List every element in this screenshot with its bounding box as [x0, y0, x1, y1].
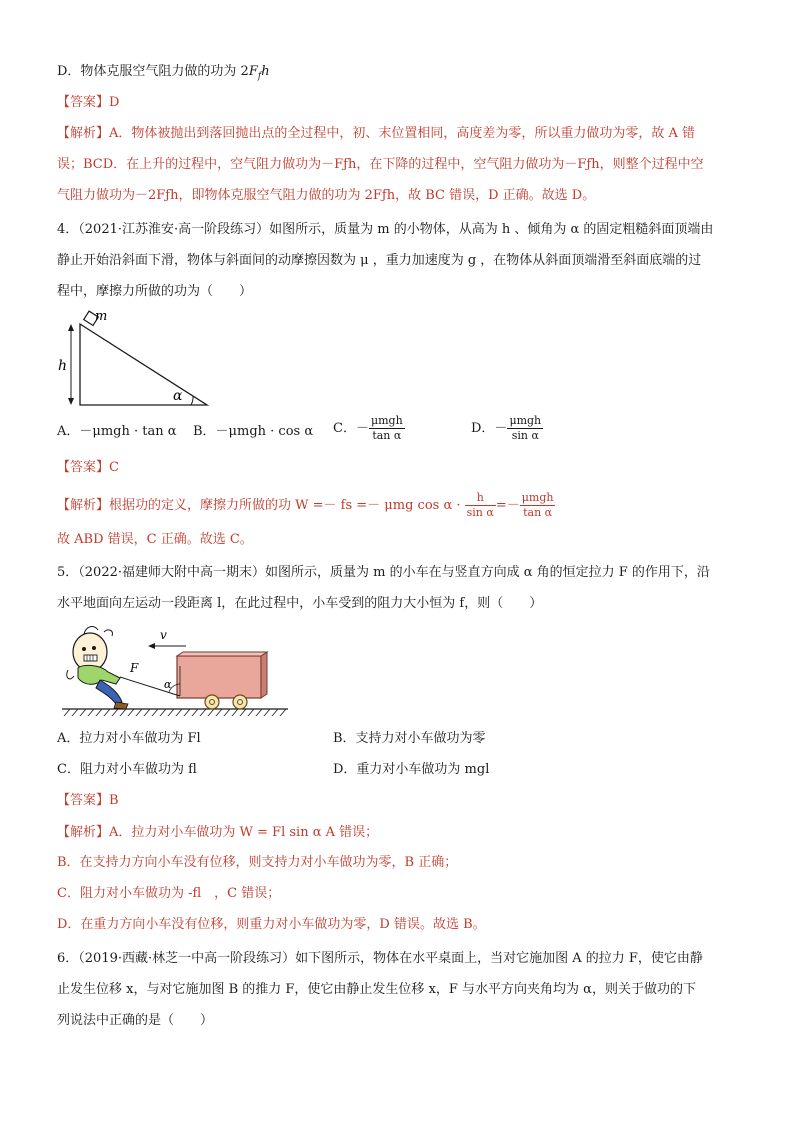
cart-wheel-left — [205, 695, 219, 709]
q5-analysis-line-2: B．在支持力方向小车没有位移，则支持力对小车做功为零，B 正确； — [57, 855, 458, 870]
q5-cart-figure — [60, 622, 290, 720]
q5-option-d: D．重力对小车做功为 mgl — [333, 762, 490, 777]
ground-hatch — [64, 709, 286, 716]
q3-answer: 【答案】D — [57, 95, 120, 110]
q6-stem-line-1: 6．（2019·西藏·林芝一中高一阶段练习）如下图所示，物体在水平桌面上，当对它施加图 A 的拉力 F，使它由静 — [57, 951, 703, 966]
q3-option-d: D．物体克服空气阻力做的功为 $2F_fh$ — [57, 64, 270, 82]
q4-analysis-line-1: 【解析】根据功的定义，摩擦力所做的功 W =－ fs =－ μmg cos α · $\frac{h}{\text{sin α}}$ =－ $\frac{\text{μmgh}}{\text{tan α}}$ — [57, 491, 554, 519]
cart-box — [177, 656, 261, 698]
incline-triangle — [80, 324, 207, 405]
q4-stem-line-1: 4．（2021·江苏淮安·高一阶段练习）如图所示，质量为 m 的小物体，从高为 h 、倾角为 α 的固定粗糙斜面顶端由 — [57, 222, 714, 237]
q4-option-a: A．－μmgh · tan α — [57, 424, 177, 439]
q4-incline-figure — [55, 308, 215, 408]
q5-analysis-line-4: D．在重力方向小车没有位移，则重力对小车做功为零，D 错误。故选 B。 — [57, 917, 486, 932]
q4-option-c: C．－ $\frac{\text{μmgh}}{\text{tan α}}$ — [333, 414, 403, 442]
q3-analysis-line-2: 误；BCD．在上升的过程中，空气阻力做功为－Fƒh，在下降的过程中，空气阻力做功为－Fƒh，则整个过程中空 — [57, 157, 704, 172]
q5-answer: 【答案】B — [57, 793, 119, 808]
fig-label-alpha: α — [164, 678, 172, 691]
q5-stem-line-1: 5．（2022·福建师大附中高一期末）如图所示，质量为 m 的小车在与竖直方向成 α 角的恒定拉力 F 的作用下，沿 — [57, 565, 710, 580]
fig-label-m: m — [95, 309, 108, 324]
fig-label-alpha: α — [173, 388, 183, 404]
q5-option-c: C．阻力对小车做功为 fl — [57, 762, 197, 777]
cart-side — [261, 652, 267, 698]
q5-stem-line-2: 水平地面向左运动一段距离 l，在此过程中，小车受到的阻力大小恒为 f，则（ ） — [57, 596, 543, 611]
q4-answer: 【答案】C — [57, 460, 119, 475]
velocity-arrow-head — [148, 643, 155, 649]
q4-stem-line-2: 静止开始沿斜面下滑，物体与斜面间的动摩擦因数为 μ ，重力加速度为 g ，在物体从斜面顶端滑至斜面底端的过 — [57, 253, 702, 268]
fig-label-F: F — [130, 661, 139, 675]
angle-arc — [191, 396, 193, 405]
q4-analysis-line-2: 故 ABD 错误，C 正确。故选 C。 — [57, 532, 253, 547]
q3-analysis-line-3: 气阻力做功为－2Fƒh，即物体克服空气阻力做的功为 2Fƒh，故 BC 错误，D 正确。故选 D。 — [57, 188, 596, 203]
q4-stem-line-3: 程中，摩擦力所做的功为（ ） — [57, 284, 253, 299]
person-pulling — [67, 627, 128, 709]
q5-analysis-line-1: 【解析】A．拉力对小车做功为 W = Fl sin α A 错误； — [57, 825, 379, 840]
q3-analysis-line-1: 【解析】A．物体被抛出到落回抛出点的全过程中，初、末位置相同，高度差为零，所以重力做功为零，故 A 错 — [57, 126, 696, 141]
fig-label-v: v — [160, 628, 167, 642]
q6-stem-line-3: 列说法中正确的是（ ） — [57, 1013, 214, 1028]
fig-label-h: h — [58, 358, 68, 374]
q4-option-b: B．－μmgh · cos α — [193, 424, 314, 439]
q5-analysis-line-3: C．阻力对小车做功为 -fl ，C 错误； — [57, 886, 281, 901]
cart-top — [177, 652, 267, 656]
cart-wheel-right — [233, 695, 247, 709]
q5-option-b: B．支持力对小车做功为零 — [333, 731, 486, 746]
q4-option-d: D．－ $\frac{\text{μmgh}}{\text{sin α}}$ — [471, 414, 542, 442]
q5-option-a: A．拉力对小车做功为 Fl — [57, 731, 201, 746]
q6-stem-line-2: 止发生位移 x，与对它施加图 B 的推力 F，使它由静止发生位移 x，F 与水平方向夹角均为 α，则关于做功的下 — [57, 982, 696, 997]
height-arrow-head-top — [68, 324, 74, 331]
height-arrow-head-bottom — [68, 398, 74, 405]
